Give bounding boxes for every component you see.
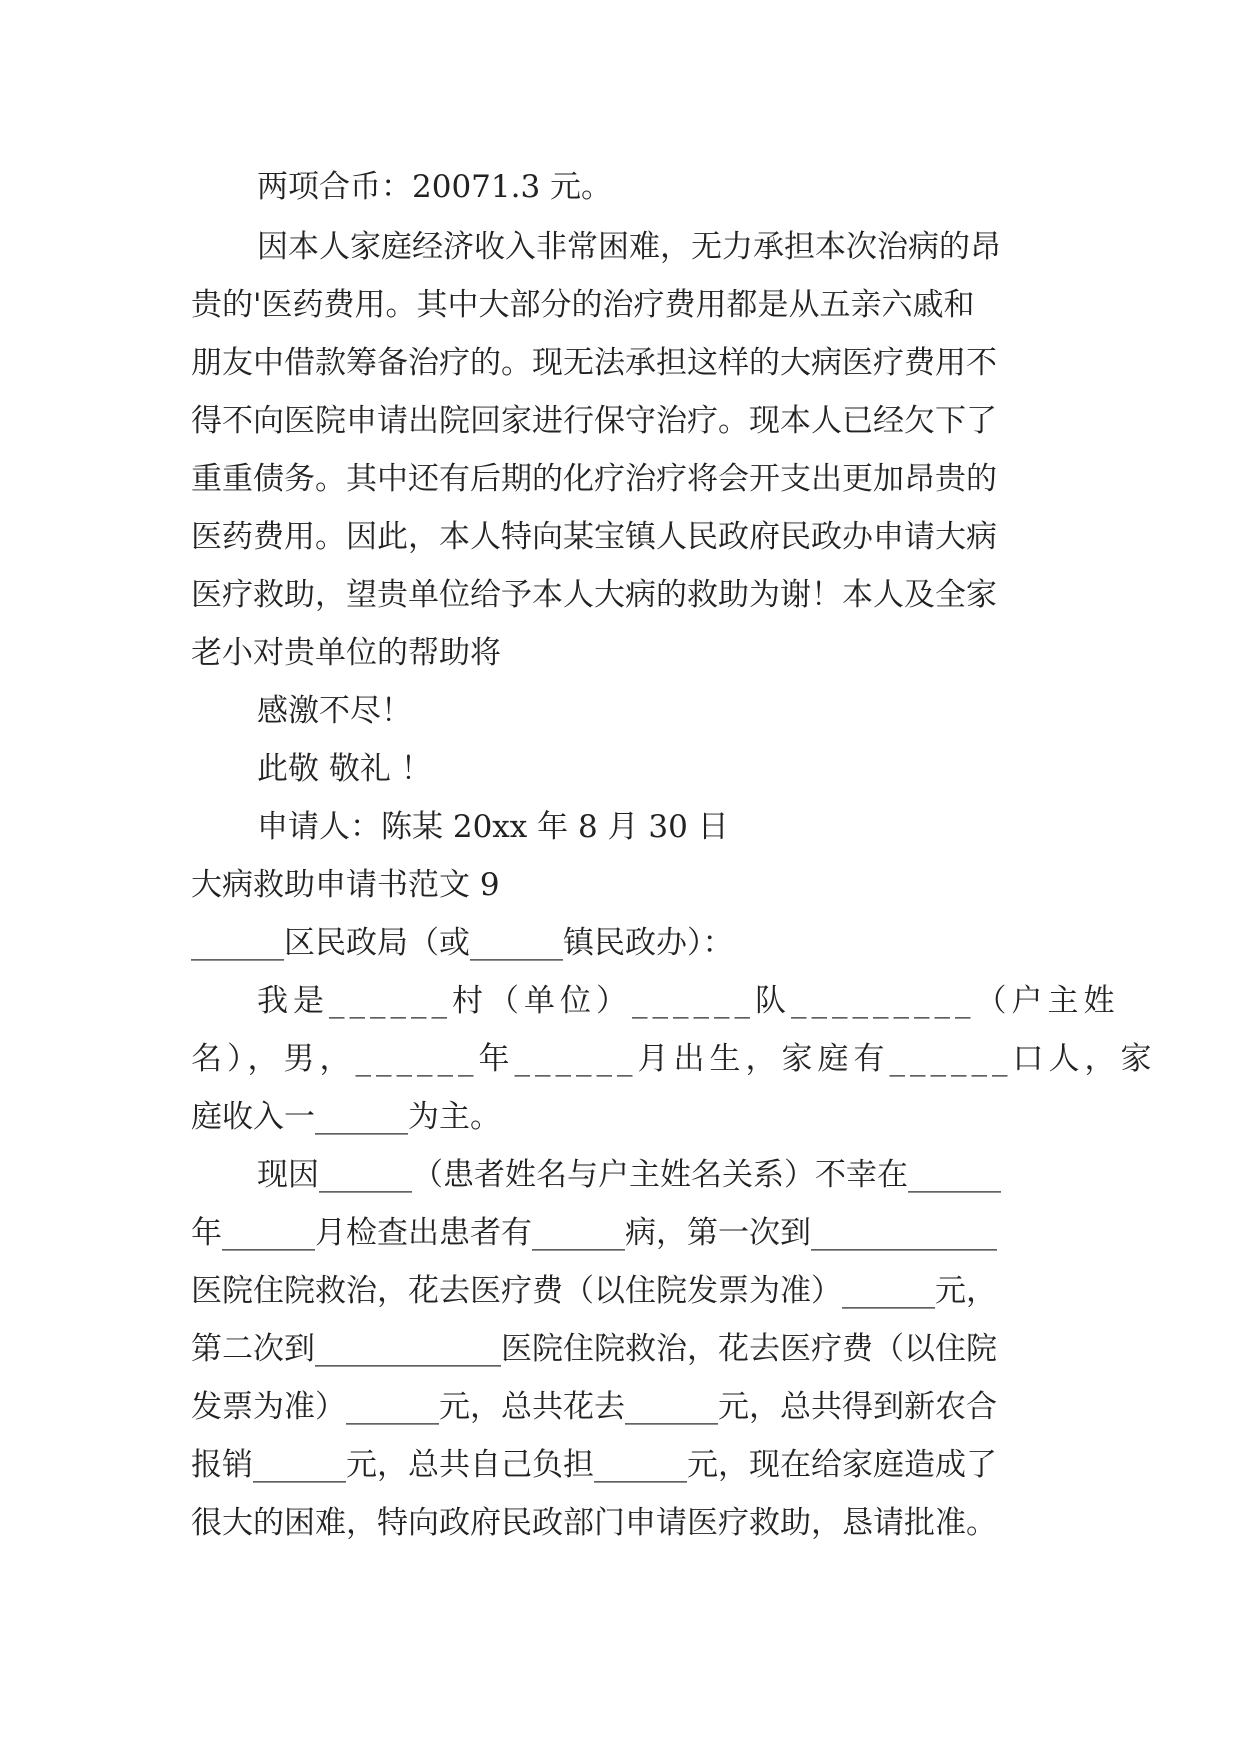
text-line: 因本人家庭经济收入非常困难，无力承担本次治病的昂 bbox=[257, 229, 1001, 265]
text-line: 庭收入一______为主。 bbox=[191, 1099, 501, 1135]
text-line: 得不向医院申请出院回家进行保守治疗。现本人已经欠下了 bbox=[191, 403, 997, 439]
text-line: 很大的困难，特向政府民政部门申请医疗救助，恳请批准。 bbox=[191, 1505, 997, 1541]
text-line: 发票为准）______元，总共花去______元，总共得到新农合 bbox=[191, 1389, 997, 1425]
text-line: 医疗救助，望贵单位给予本人大病的救助为谢！本人及全家 bbox=[191, 577, 997, 613]
text-line: 医药费用。因此，本人特向某宝镇人民政府民政办申请大病 bbox=[191, 519, 997, 555]
text-line: 两项合币：20071.3 元。 bbox=[257, 169, 613, 205]
text-line: 朋友中借款筹备治疗的。现无法承担这样的大病医疗费用不 bbox=[191, 345, 997, 381]
text-line: 申请人：陈某 20xx 年 8 月 30 日 bbox=[257, 809, 729, 845]
text-line: 名），男，______年______月出生，家庭有______口人，家 bbox=[191, 1041, 1157, 1077]
text-line: 医院住院救治，花去医疗费（以住院发票为准）______元， bbox=[191, 1273, 997, 1309]
text-line: 贵的'医药费用。其中大部分的治疗费用都是从五亲六戚和 bbox=[191, 287, 975, 323]
section-title: 大病救助申请书范文 9 bbox=[191, 867, 500, 903]
text-line: 我是______村（单位）______队_________（户主姓 bbox=[257, 983, 1120, 1019]
text-line: 老小对贵单位的帮助将 bbox=[191, 635, 501, 671]
text-line: 重重债务。其中还有后期的化疗治疗将会开支出更加昂贵的 bbox=[191, 461, 997, 497]
text-line: ______区民政局（或______镇民政办）： bbox=[191, 925, 734, 961]
text-line: 报销______元，总共自己负担______元，现在给家庭造成了 bbox=[191, 1447, 997, 1483]
text-line: 现因______（患者姓名与户主姓名关系）不幸在______ bbox=[257, 1157, 1001, 1193]
text-line: 第二次到____________医院住院救治，花去医疗费（以住院 bbox=[191, 1331, 997, 1367]
text-line: 年______月检查出患者有______病，第一次到____________ bbox=[191, 1215, 997, 1251]
text-line: 感激不尽！ bbox=[257, 693, 412, 729]
text-line: 此敬 敬礼 ！ bbox=[257, 751, 432, 787]
